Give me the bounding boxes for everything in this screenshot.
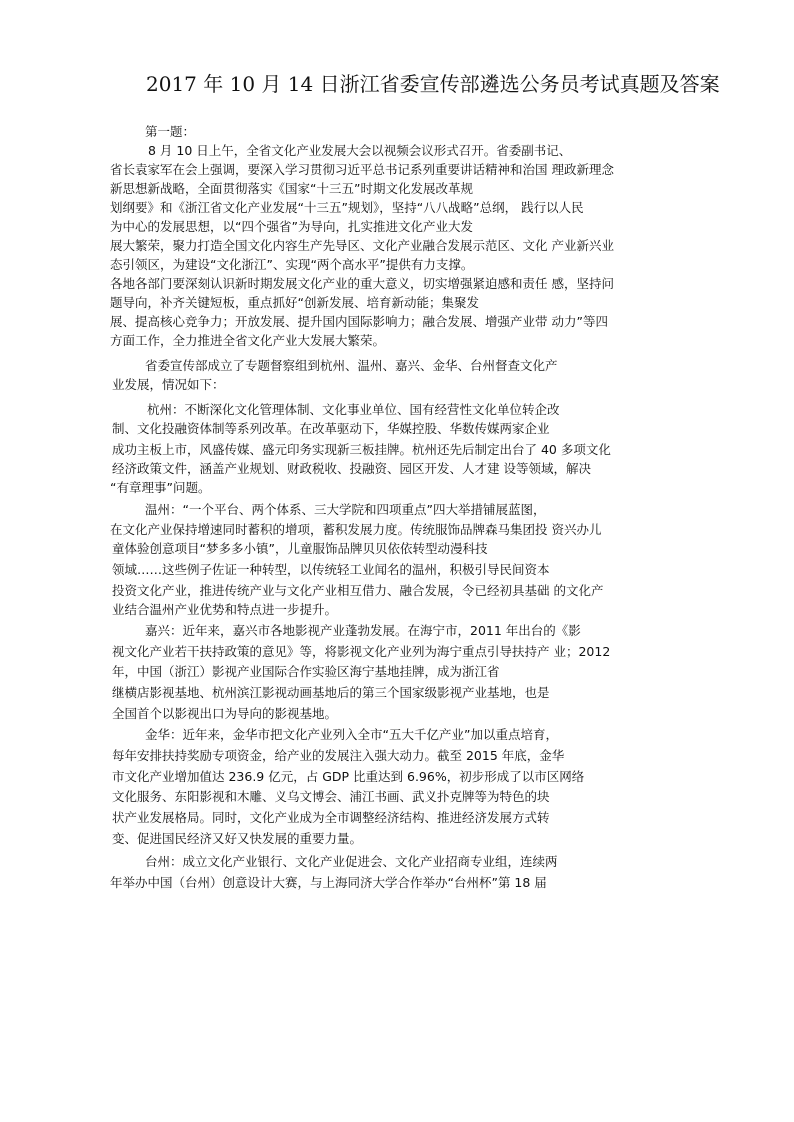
paragraph-line: 文化服务、东阳影视和木雕、义乌文博会、浦江书画、武义扑克牌等为特色的块 <box>112 789 550 804</box>
paragraph-line: 年，中国（浙江）影视产业国际合作实验区海宁基地挂牌，成为浙江省 <box>112 664 500 679</box>
paragraph-line: 业发展，情况如下： <box>112 377 225 392</box>
paragraph-line: 每年安排扶持奖励专项资金，给产业的发展注入强大动力。截至 2015 年底，金华 <box>112 748 565 763</box>
paragraph-line: 台州：成立文化产业银行、文化产业促进会、文化产业招商专业组，连续两 <box>145 854 558 869</box>
paragraph-line: 变、促进国民经济又好又快发展的重要力量。 <box>112 831 363 846</box>
paragraph-line: 业结合温州产业优势和特点进一步提升。 <box>112 602 338 617</box>
paragraph-line: 继横店影视基地、杭州滨江影视动画基地后的第三个国家级影视产业基地，也是 <box>112 685 550 700</box>
paragraph-line: 温州：“一个平台、两个体系、三大学院和四项重点”四大举措铺展蓝图， <box>145 502 546 517</box>
paragraph-line: 童体验创意项目“梦多多小镇”，儿童服饰品牌贝贝依依转型动漫科技 <box>112 541 488 556</box>
paragraph-line: 各地各部门要深刻认识新时期发展文化产业的重大意义，切实增强紧迫感和责任 感，坚持问 <box>110 276 614 291</box>
paragraph-line: 杭州：不断深化文化管理体制、文化事业单位、国有经营性文化单位转企改 <box>147 402 560 417</box>
paragraph-line: 展大繁荣，聚力打造全国文化内容生产先导区、文化产业融合发展示范区、文化 产业新兴业 <box>110 238 614 253</box>
paragraph-line: 市文化产业增加值达 236.9 亿元，占 GDP 比重达到 6.96%，初步形成了以市区网络 <box>112 769 585 784</box>
paragraph-line: 新思想新战略，全面贯彻落实《国家“十三五”时期文化发展改革规 <box>110 181 473 196</box>
paragraph-line: 视文化产业若干扶持政策的意见》等，将影视文化产业列为海宁重点引导扶持产 业；2012 <box>112 644 611 659</box>
paragraph-line: 金华：近年来，金华市把文化产业列入全市“五大千亿产业”加以重点培育， <box>145 727 558 742</box>
paragraph-line: 为中心的发展思想，以“四个强省”为导向，扎实推进文化产业大发 <box>110 219 473 234</box>
paragraph-line: “有章理事”问题。 <box>110 480 211 495</box>
paragraph-line: 省委宣传部成立了专题督察组到杭州、温州、嘉兴、金华、台州督查文化产 <box>145 358 558 373</box>
paragraph-line: 省长袁家军在会上强调，要深入学习贯彻习近平总书记系列重要讲话精神和治国 理政新理念 <box>110 162 614 177</box>
paragraph-line: 展、提高核心竞争力；开放发展、提升国内国际影响力；融合发展、增强产业带 动力”等四 <box>110 314 608 329</box>
paragraph-line: 投资文化产业，推进传统产业与文化产业相互借力、融合发展，令已经初具基础 的文化产 <box>112 583 604 598</box>
paragraph-line: 在文化产业保持增速同时蓄积的增项，蓄积发展力度。传统服饰品牌森马集团投 资兴办儿 <box>110 522 602 537</box>
paragraph-line: 嘉兴：近年来，嘉兴市各地影视产业蓬勃发展。在海宁市，2011 年出台的《影 <box>145 623 581 638</box>
paragraph-line: 状产业发展格局。同时，文化产业成为全市调整经济结构、推进经济发展方式转 <box>112 810 550 825</box>
paragraph-line: 态引领区，为建设“文化浙江”、实现“两个高水平”提供有力支撑。 <box>110 257 474 272</box>
paragraph-line: 8 月 10 日上午，全省文化产业发展大会以视频会议形式召开。省委副书记、 <box>148 143 572 158</box>
paragraph-line: 经济政策文件，涵盖产业规划、财政税收、投融资、园区开发、人才建 设等领域，解决 <box>112 461 591 476</box>
paragraph-line: 划纲要》和《浙江省文化产业发展“十三五”规划》，坚持“八八战略”总纲， 践行以人民 <box>110 200 584 215</box>
paragraph-line: 制、文化投融资体制等系列改革。在改革驱动下，华媒控股、华数传媒两家企业 <box>112 421 550 436</box>
document-title: 2017 年 10 月 14 日浙江省委宣传部遴选公务员考试真题及答案 <box>146 72 720 96</box>
paragraph-line: 题导向，补齐关键短板，重点抓好“创新发展、培育新动能；集聚发 <box>110 295 479 310</box>
paragraph-line: 第一题： <box>145 124 196 139</box>
paragraph-line: 方面工作，全力推进全省文化产业大发展大繁荣。 <box>110 333 386 348</box>
paragraph-line: 全国首个以影视出口为导向的影视基地。 <box>112 706 338 721</box>
paragraph-line: 年举办中国（台州）创意设计大赛，与上海同济大学合作举办“台州杯”第 18 届 <box>110 875 547 890</box>
paragraph-line: 成功主板上市，风盛传媒、盛元印务实现新三板挂牌。杭州还先后制定出台了 40 多项文化 <box>112 442 611 457</box>
paragraph-line: 领域……这些例子佐证一种转型，以传统轻工业闻名的温州，积极引导民间资本 <box>112 562 550 577</box>
